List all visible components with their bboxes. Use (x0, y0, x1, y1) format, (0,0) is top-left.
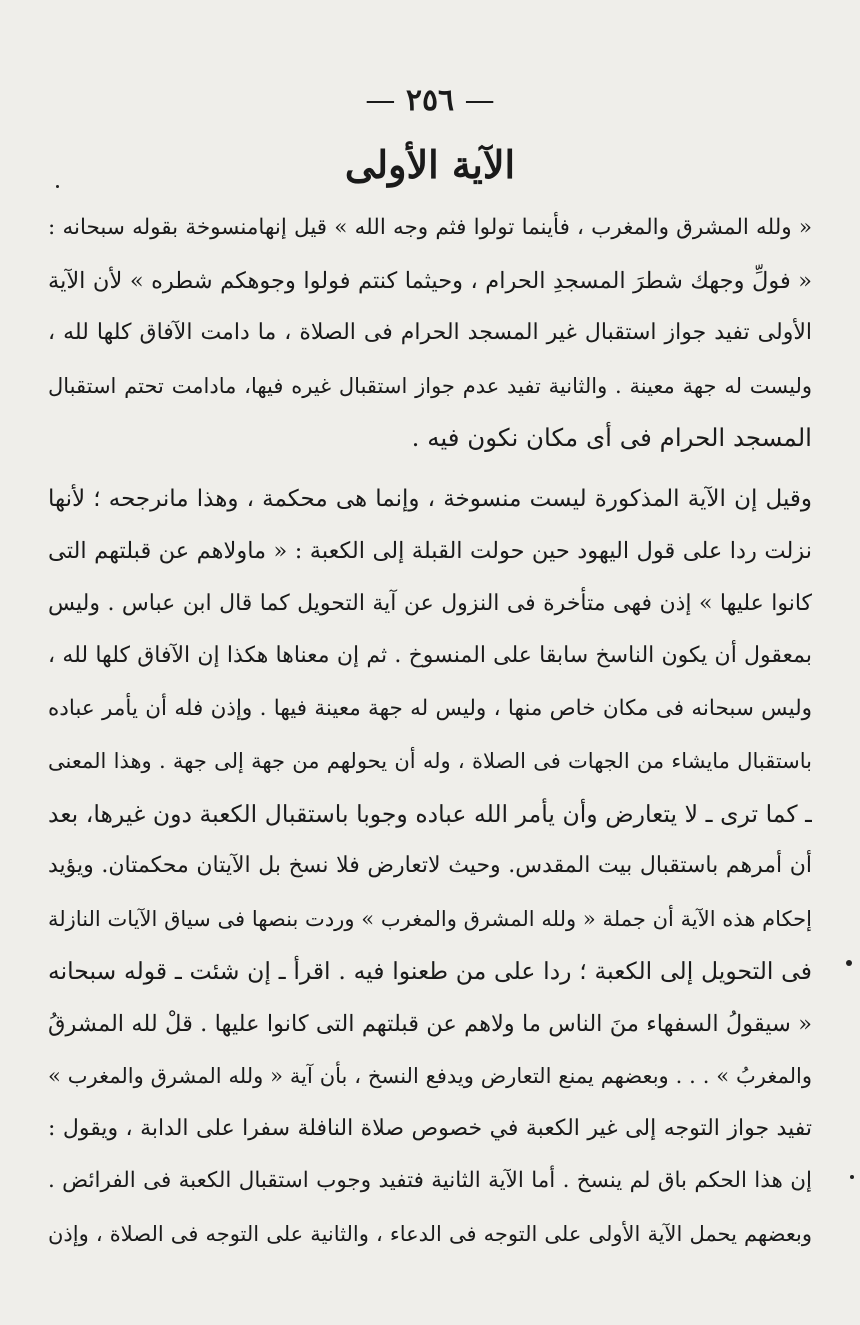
paragraph-1 (48, 202, 812, 465)
page-number-dash-left: — (365, 83, 396, 118)
scan-speck (56, 185, 59, 188)
text-line: باستقبال مايشاء من الجهات فى الصلاة ، وله أن يحولهم من جهة إلى جهة . وهذا المعنى (48, 749, 812, 773)
paragraph-2 (48, 473, 812, 1261)
text-line: وبعضهم يحمل الآية الأولى على التوجه فى الدعاء ، والثانية على التوجه فى الصلاة ، وإذن (48, 1221, 812, 1246)
text-line: إحكام هذه الآية أن جملة « ولله المشرق والمغرب » وردت بنصها فى سياق الآيات النازلة (48, 906, 812, 931)
text-line: فى التحويل إلى الكعبة ؛ ردا على من طعنوا فيه . اقرأ ـ إن شئت ـ قوله سبحانه (48, 957, 812, 985)
text-line: المسجد الحرام فى أى مكان نكون فيه . (411, 423, 812, 452)
section-heading: الآية الأولى (344, 142, 516, 187)
page-number-value: ٢٥٦ (405, 83, 455, 118)
text-line: وليس سبحانه فى مكان خاص منها ، وليس له جهة معينة فيها . وإذن فله أن يأمر عباده (48, 695, 812, 721)
text-line: بمعقول أن يكون الناسخ سابقا على المنسوخ . ثم إن معناها هكذا إن الآفاق كلها لله ، (48, 643, 812, 668)
text-line: ـ كما ترى ـ لا يتعارض وأن يأمر الله عباده وجوبا باستقبال الكعبة دون غيرها، بعد (48, 799, 812, 828)
text-line: نزلت ردا على قول اليهود حين حولت القبلة إلى الكعبة : « ماولاهم عن قبلتهم التى (48, 538, 812, 564)
page-number-dash-right: — (464, 83, 495, 118)
text-line: « فولِّ وجهك شطرَ المسجدِ الحرام ، وحيثما كنتم فولوا وجوهكم شطره » لأن الآية (48, 267, 812, 294)
text-line: إن هذا الحكم باق لم ينسخ . أما الآية الثانية فتفيد وجوب استقبال الكعبة فى الفرائض . (48, 1168, 812, 1193)
text-line: كانوا عليها » إذن فهى متأخرة فى النزول عن آية التحويل كما قال ابن عباس . وليس (48, 590, 812, 616)
paragraph-gap (48, 465, 812, 473)
scan-speck (850, 1175, 854, 1179)
text-line: تفيد جواز التوجه إلى غير الكعبة في خصوص صلاة النافلة سفرا على الدابة ، ويقول : (48, 1115, 812, 1141)
page-number (48, 78, 812, 124)
text-line: وقيل إن الآية المذكورة ليست منسوخة ، وإنما هى محكمة ، وهذا مانرجحه ؛ لأنها (48, 485, 812, 512)
text-line: « ولله المشرق والمغرب ، فأينما تولوا فثم وجه الله » قيل إنهامنسوخة بقوله سبحانه : (48, 215, 812, 240)
scan-speck (846, 960, 852, 966)
text-line: « سيقولُ السفهاء منَ الناس ما ولاهم عن قبلتهم التى كانوا عليها . قلْ لله المشرقُ (48, 1010, 812, 1037)
text-line: وليست له جهة معينة . والثانية تفيد عدم جواز استقبال غيره فيها، مادامت تحتم استقبال (48, 373, 812, 398)
text-line: أن أمرهم باستقبال بيت المقدس. وحيث لاتعارض فلا نسخ بل الآيتان محكمتان. ويؤيد (48, 853, 812, 878)
text-line: الأولى تفيد جواز استقبال غير المسجد الحرام فى الصلاة ، ما دامت الآفاق كلها لله ، (48, 320, 812, 345)
text-line: والمغربُ » . . . وبعضهم يمنع التعارض ويدفع النسخ ، بأن آية « ولله المشرق والمغرب » (48, 1064, 812, 1088)
